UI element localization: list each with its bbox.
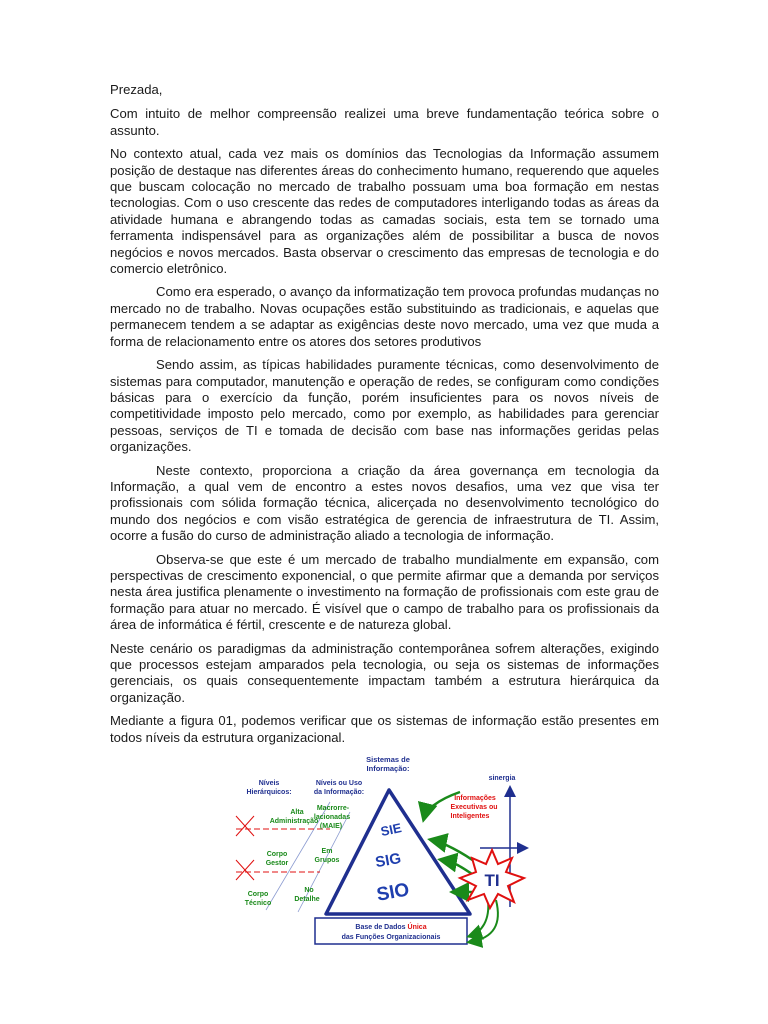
label-exec-line2: Executivas ou (450, 804, 498, 811)
label-macro-line1: Macrorre- (316, 805, 350, 812)
database-label-line2: das Funções Organizacionais (341, 934, 441, 941)
paragraph-figure-intro: Mediante a figura 01, podemos verificar que os sistemas de informação estão presentes em todos níveis da estrutura organizacional. (110, 713, 659, 745)
label-corpo-tecnico-line1: Corpo (247, 891, 269, 898)
label-detalhe-line2: Detalhe (294, 896, 320, 903)
label-macro-line2: lacionadas (313, 814, 351, 821)
letter-body (110, 82, 659, 753)
label-macro-line3: (MAIE) (319, 823, 343, 830)
label-exec-line1: Informações (454, 795, 496, 802)
paragraph-skills: Sendo assim, as típicas habilidades puramente técnicas, como desenvolvimento de sistemas para computador, manutenção e operação de redes, se configuram como condições básicas para o exercício da função, porém insuficientes para os novos níveis de competitividade imposto pelo mercado, como por exemplo, as habilidades para gerenciar pessoas, serviços de TI e tomada de decisão com base nas informações geridas pelas organizações. (110, 357, 659, 455)
label-alta-line1: Alta (290, 809, 304, 816)
label-ti: TI (484, 871, 500, 890)
salutation: Prezada, (110, 82, 163, 97)
info-use-levels-line2: da Informação: (313, 789, 365, 796)
database-label-unique: Única (407, 924, 427, 931)
label-grupos-line2: Grupos (314, 857, 340, 864)
label-corpo-gestor-line1: Corpo (266, 851, 288, 858)
label-corpo-tecnico-line2: Técnico (244, 900, 272, 907)
label-grupos-line1: Em (321, 848, 333, 855)
label-corpo-gestor-line2: Gestor (265, 860, 289, 867)
paragraph-paradigms: Neste cenário os paradigmas da administração contemporânea sofrem alterações, exigindo que processos estejam amparados pela tecnologia, ou seja os sistemas de informações gerenciais, os quais consequentemente impactam também a estrutura hierárquica da organização. (110, 640, 659, 705)
label-detalhe-line1: No (304, 887, 314, 894)
arrow-to-sig (442, 860, 472, 874)
label-alta-line2: Administração (269, 818, 319, 825)
label-sio: SIO (375, 879, 411, 906)
paragraph-governance: Neste contexto, proporciona a criação da área governança em tecnologia da Informação, a qual vem de encontro a estes novos desafios, uma vez que visa ter profissionais com sólida formação técnica, alicerçada no desenvolvimento tecnológico do mundo dos negócios e com visão estratégica de gerencia de infraestrutura de TI. Assim, ocorre a fusão do curso de administração aliado a tecnologia de informação. (110, 462, 659, 544)
paragraph-context: No contexto atual, cada vez mais os domínios das Tecnologias da Informação assumem posição de destaque nas diferentes áreas do conhecimento humano, requerendo que aqueles que buscam colocação no mercado de trabalho possuam uma boa formação em nestas tecnologias. Com o uso crescente das redes de computadores interligando todas as áreas da atividade humana e abrangendo todas as camadas sociais, esta tem se tornado uma ferramenta indispensável para as organizações além de possibilitar a busca de novos negócios e novos mercados. Basta observar o crescimento das empresas de tecnologia e do comercio eletrônico. (110, 146, 659, 277)
label-exec-line3: Inteligentes (450, 813, 490, 820)
paragraph-market: Observa-se que este é um mercado de trabalho mundialmente em expansão, com perspectivas de crescimento exponencial, o que permite afirmar que a demanda por serviços nesta área justifica plenamente o investimento na formação de profissionais com este grau de formação para atuar no mercado. É visível que o campo de trabalho para os profissionais da área de informática é fértil, crescente e de natureza global. (110, 551, 659, 633)
arrow-to-sie (432, 840, 478, 864)
cross-alta-administracao (236, 816, 254, 836)
label-sinergia: sinergia (488, 775, 516, 782)
hierarchy-levels-line1: Níveis (258, 780, 280, 787)
hierarchy-levels-line2: Hierárquicos: (246, 789, 292, 796)
paragraph-intro: Com intuito de melhor compreensão realizei uma breve fundamentação teórica sobre o assunto. (110, 106, 659, 138)
database-label-line1 (355, 922, 426, 931)
figure-title-line1: Sistemas de (366, 755, 410, 764)
label-sig: SIG (374, 849, 403, 872)
cross-corpo-gestor (236, 860, 254, 880)
database-label-prefix: Base de Dados (355, 924, 408, 931)
arrow-to-base-2 (470, 900, 498, 942)
figure-title-line2: Informação: (366, 764, 410, 773)
paragraph-informatization: Como era esperado, o avanço da informatização tem provoca profundas mudanças no mercado no de trabalho. Novas ocupações estão substituindo as tradicionais, e aquelas que permanecem tendem a se adaptar as exigências deste novo mercado, uma vez que muda a forma de relacionamento entre os atores dos setores produtivos (110, 284, 659, 349)
arrow-to-base-1 (470, 900, 488, 936)
info-use-levels-line1: Níveis ou Uso (315, 780, 363, 787)
information-systems-figure (232, 752, 532, 952)
label-sie: SIE (379, 820, 403, 840)
